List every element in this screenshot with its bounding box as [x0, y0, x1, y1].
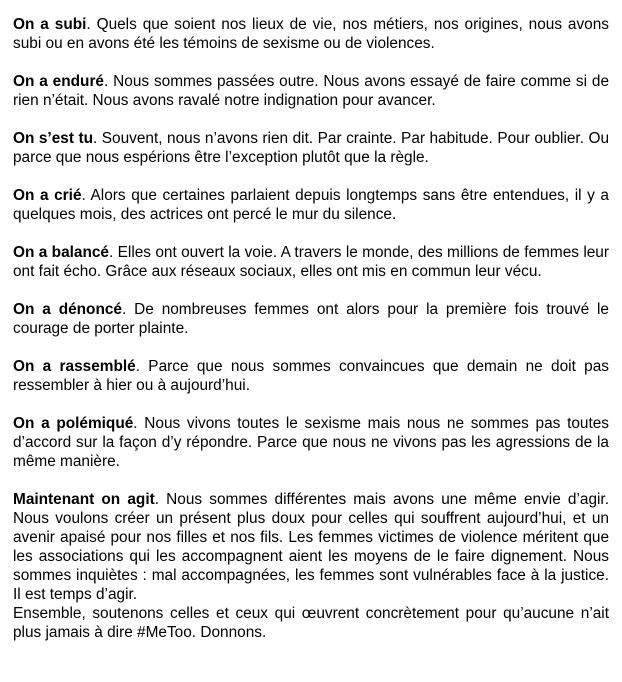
paragraph-body: . Quels que soient nos lieux de vie, nos métiers, nos origines, nous avons subi ou en avons été les témoins de sexisme ou de violences.: [13, 16, 609, 52]
paragraph-on-s-est-tu: [13, 129, 609, 167]
paragraph-lead: On a dénoncé: [13, 301, 122, 318]
paragraph-on-a-rassemble: [13, 357, 609, 395]
paragraph-body: . Nous vivons toutes le sexisme mais nous ne sommes pas toutes d’accord sur la façon d’y répondre. Parce que nous ne vivons pas les agressions de la même manière.: [13, 415, 609, 470]
paragraph-on-a-subi: [13, 15, 609, 53]
paragraph-body: . Alors que certaines parlaient depuis longtemps sans être entendues, il y a quelques mois, des actrices ont percé le mur du silence.: [13, 187, 609, 223]
paragraph-on-a-endure: [13, 72, 609, 110]
paragraph-lead: On a rassemblé: [13, 358, 136, 375]
paragraph-body: . Elles ont ouvert la voie. A travers le monde, des millions de femmes leur ont fait écho. Grâce aux réseaux sociaux, elles ont mis en commun leur vécu.: [13, 244, 609, 280]
paragraph-continuation: Ensemble, soutenons celles et ceux qui œuvrent concrètement pour qu’aucune n’ait plus jamais à dire #MeToo. Donnons.: [13, 605, 609, 641]
paragraph-lead: On s’est tu: [13, 130, 93, 147]
paragraph-lead: On a balancé: [13, 244, 109, 261]
paragraph-body: . De nombreuses femmes ont alors pour la première fois trouvé le courage de porter plainte.: [13, 301, 609, 337]
paragraph-lead: On a crié: [13, 187, 82, 204]
paragraph-body: . Nous sommes différentes mais avons une même envie d’agir. Nous voulons créer un présent plus doux pour celles qui souffrent aujourd’hui, et un avenir apaisé pour nos filles et nos fils. Les femmes victimes de violence méritent que les associations qui les accompagnent aient les moyens de le faire dignement. Nous sommes inquiètes : mal accompagnées, les femmes sont vulnérables face à la justice. Il est temps d’agir.: [13, 491, 609, 603]
paragraph-on-a-balance: [13, 243, 609, 281]
paragraph-lead: On a polémiqué: [13, 415, 134, 432]
paragraph-lead: On a subi: [13, 16, 87, 33]
paragraph-on-a-polemique: [13, 414, 609, 471]
paragraph-body: . Souvent, nous n’avons rien dit. Par crainte. Par habitude. Pour oublier. Ou parce que nous espérions être l’exception plutôt que la règle.: [13, 130, 610, 166]
paragraph-on-a-denonce: [13, 300, 609, 338]
paragraph-body: . Parce que nous sommes convaincues que demain ne doit pas ressembler à hier ou à aujourd’hui.: [13, 358, 609, 394]
paragraph-lead: Maintenant on agit: [13, 491, 155, 508]
paragraph-on-a-crie: [13, 186, 609, 224]
paragraph-lead: On a enduré: [13, 73, 104, 90]
paragraph-maintenant-on-agit: [13, 490, 609, 642]
paragraph-body: . Nous sommes passées outre. Nous avons essayé de faire comme si de rien n’était. Nous avons ravalé notre indignation pour avancer.: [13, 73, 610, 109]
